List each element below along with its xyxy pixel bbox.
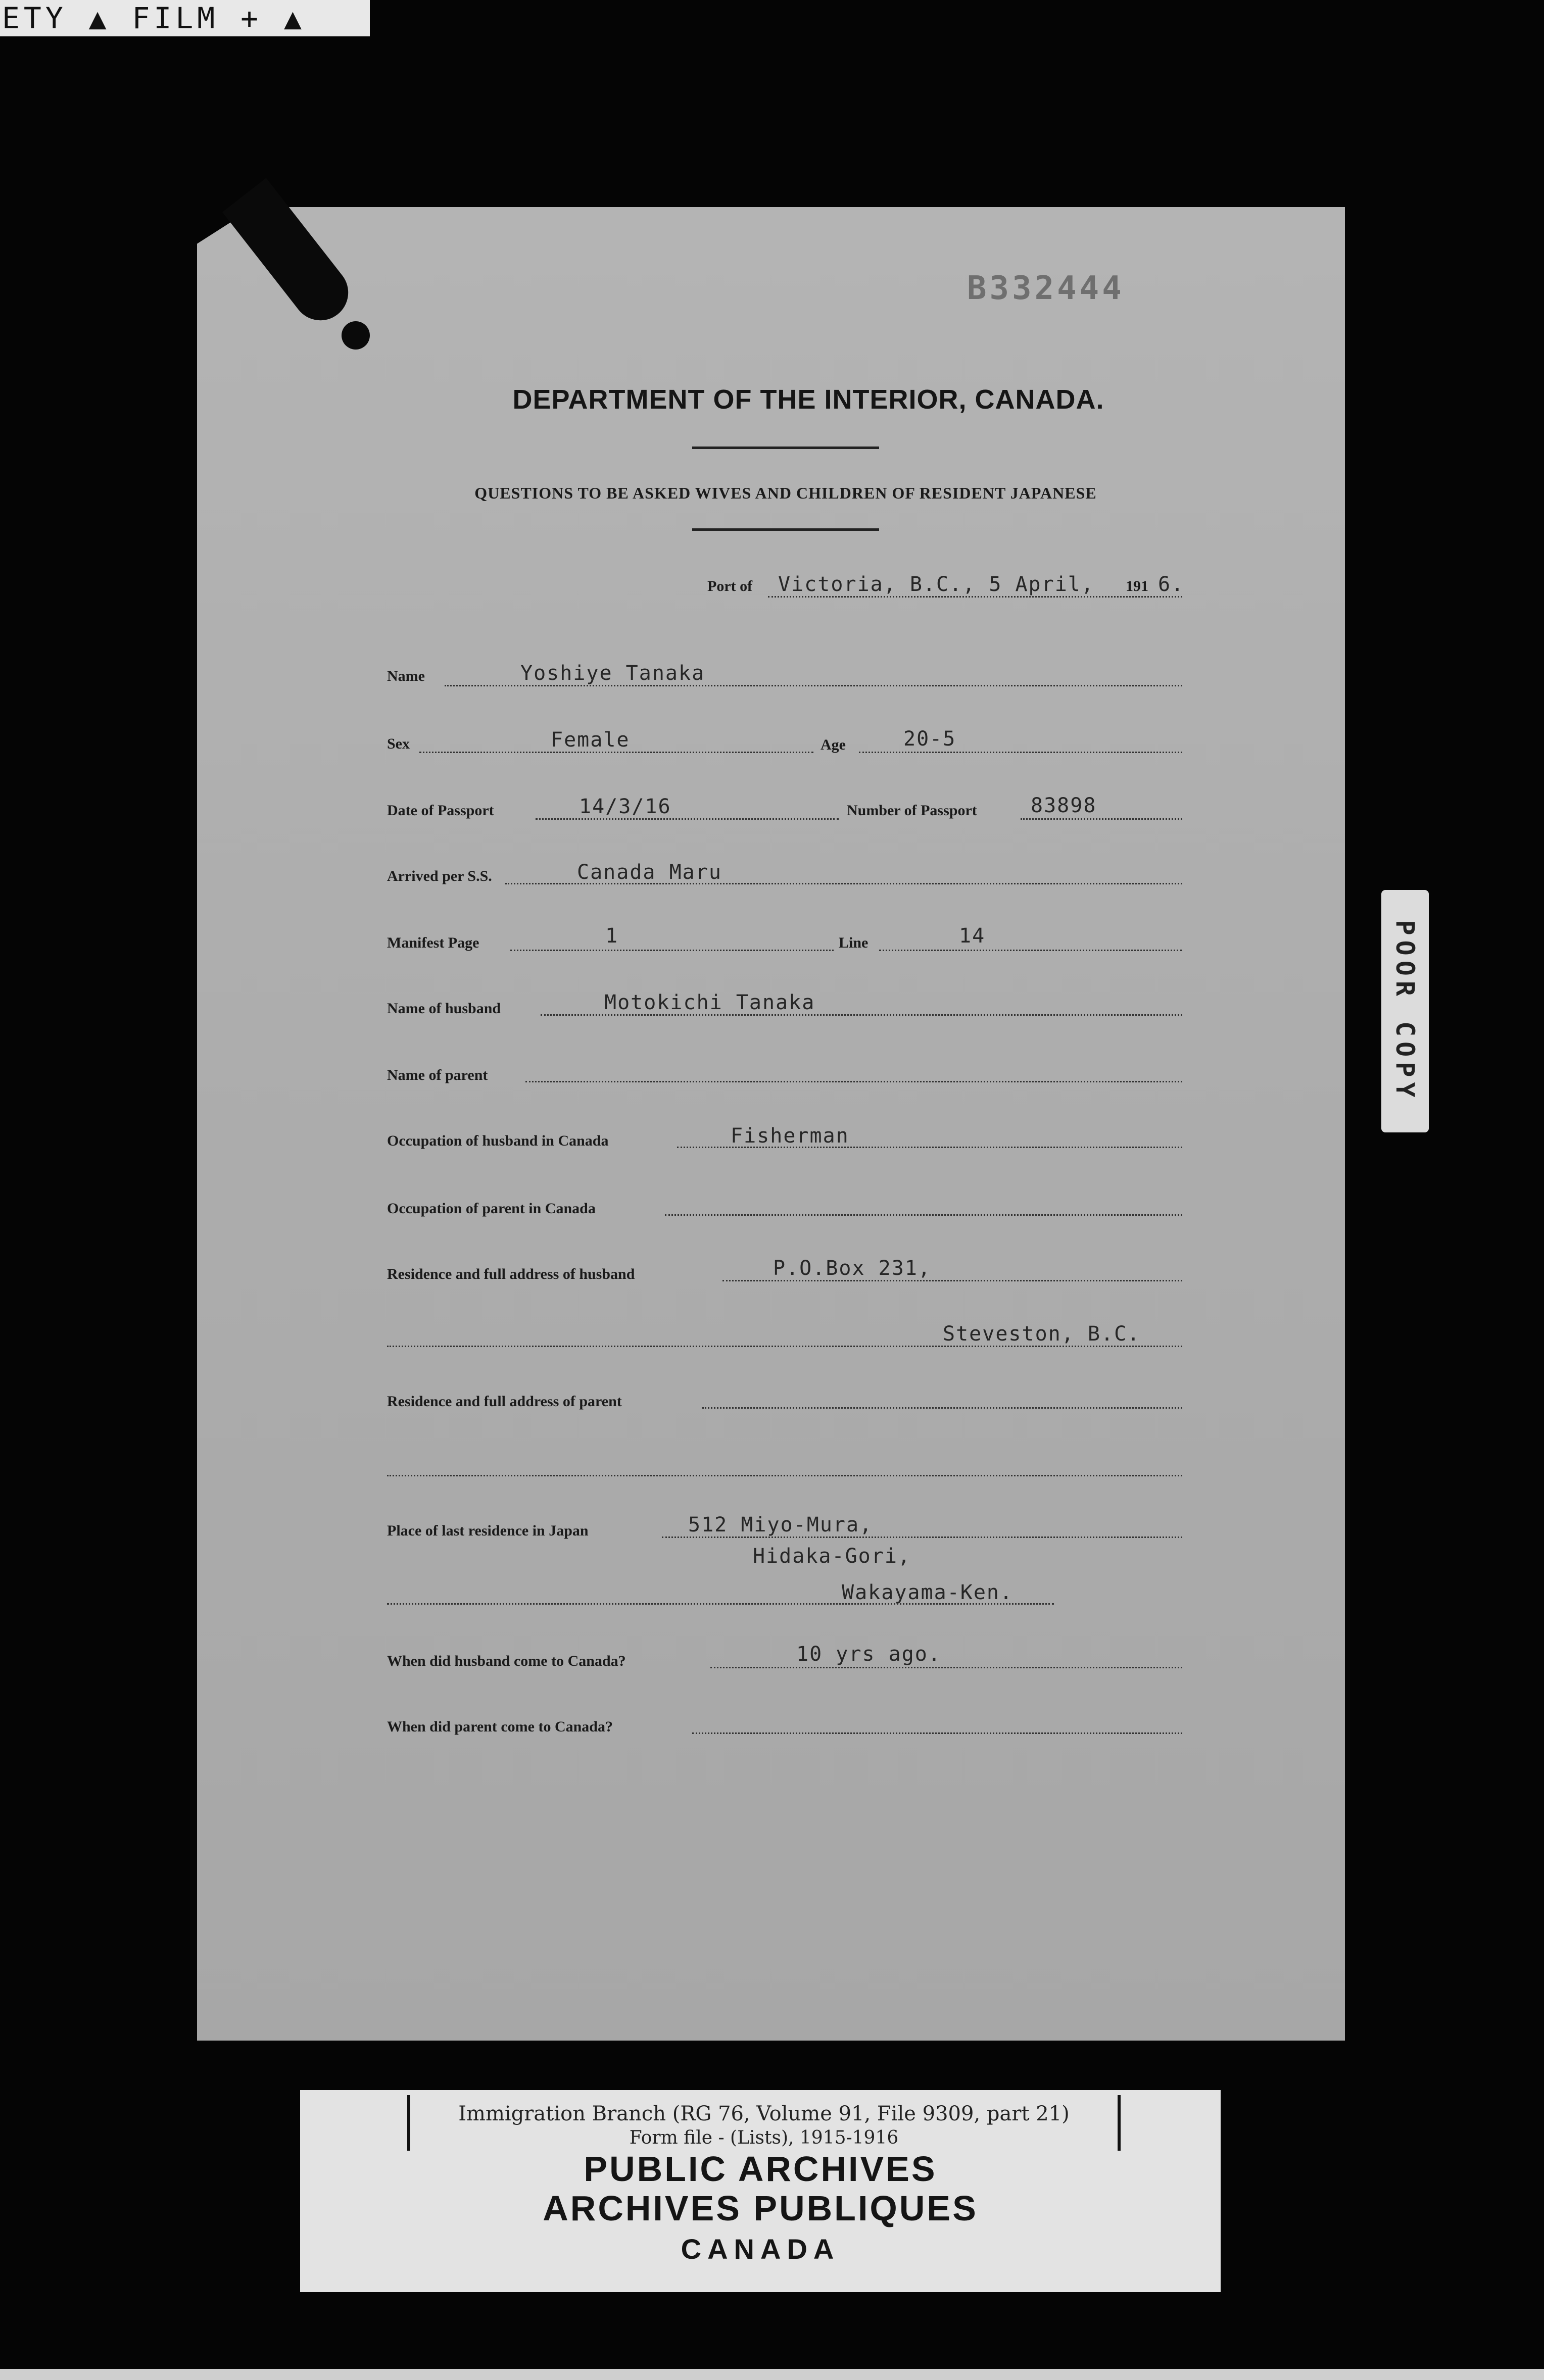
last-residence-japan-value-line1: 512 Miyo-Mura, [688,1513,873,1536]
parent-came-label: When did parent come to Canada? [387,1718,613,1735]
residence-husband-value-line1: P.O.Box 231, [773,1257,931,1280]
port-year-prefix: 191 [1126,578,1148,594]
archive-reference-line1: Immigration Branch (RG 76, Volume 91, File 9309, part 21) [458,2102,1070,2125]
poor-copy-stamp [1381,890,1429,1132]
occupation-husband-line [677,1147,1182,1148]
residence-husband-label: Residence and full address of husband [387,1266,635,1282]
husband-came-value: 10 yrs ago. [796,1643,941,1666]
name-of-husband-line [541,1014,1182,1016]
name-of-parent-line [525,1081,1182,1082]
manifest-page-line [510,950,834,951]
husband-came-label: When did husband come to Canada? [387,1653,626,1669]
date-of-passport-line [536,818,839,820]
film-bottom-edge [0,2369,1544,2380]
port-value: Victoria, B.C., 5 April, [778,573,1094,596]
manifest-page-value: 1 [605,924,619,948]
residence-husband-line1 [722,1280,1182,1281]
form-sheet [197,207,1345,2041]
residence-parent-line1 [702,1407,1182,1409]
sex-line [419,752,813,753]
line-label: Line [839,934,868,951]
name-of-husband-label: Name of husband [387,1000,501,1017]
name-label: Name [387,668,425,684]
manifest-page-label: Manifest Page [387,934,479,951]
age-line [859,752,1182,753]
occupation-husband-value: Fisherman [731,1124,849,1148]
archive-reference-box [407,2095,1121,2151]
age-label: Age [821,736,846,753]
form-title: DEPARTMENT OF THE INTERIOR, CANADA. [512,384,1104,415]
subtitle-rule [692,528,879,531]
name-value: Yoshiye Tanaka [520,662,705,685]
arrived-per-line [505,883,1182,884]
occupation-parent-label: Occupation of parent in Canada [387,1200,596,1217]
last-residence-japan-line1 [662,1536,1182,1538]
arrived-per-value: Canada Maru [577,861,722,884]
port-label: Port of [707,578,753,594]
age-value: 20-5 [903,727,956,751]
line-value: 14 [959,924,986,948]
residence-husband-line2 [387,1346,1182,1347]
arrived-per-label: Arrived per S.S. [387,868,492,884]
last-residence-japan-label: Place of last residence in Japan [387,1522,589,1539]
residence-husband-value-line2: Steveston, B.C. [943,1322,1141,1346]
name-line [445,685,1182,686]
archive-name-french: ARCHIVES PUBLIQUES [543,2189,978,2228]
sex-label: Sex [387,735,410,752]
occupation-parent-line [665,1214,1182,1216]
archive-country: CANADA [681,2233,840,2265]
husband-came-line [710,1667,1182,1668]
last-residence-japan-line3 [387,1603,1054,1605]
number-of-passport-line [1021,818,1182,820]
occupation-husband-label: Occupation of husband in Canada [387,1132,609,1149]
archive-name-english: PUBLIC ARCHIVES [584,2149,937,2189]
name-of-parent-label: Name of parent [387,1067,488,1083]
punch-hole [342,321,370,350]
parent-came-line [692,1732,1182,1734]
port-line [768,596,1182,598]
stamped-file-number: B332444 [967,270,1125,307]
date-of-passport-label: Date of Passport [387,802,494,819]
archive-reference-line2: Form file - (Lists), 1915-1916 [629,2127,899,2148]
line-line [879,950,1182,951]
residence-parent-line2 [387,1475,1182,1476]
last-residence-japan-value-line3: Wakayama-Ken. [842,1581,1014,1604]
title-rule [692,447,879,449]
poor-copy-text: POOR COPY [1390,920,1420,1103]
residence-parent-label: Residence and full address of parent [387,1393,622,1410]
archive-label-card [300,2090,1221,2292]
number-of-passport-value: 83898 [1031,794,1097,817]
number-of-passport-label: Number of Passport [847,802,977,819]
form-subtitle: QUESTIONS TO BE ASKED WIVES AND CHILDREN OF RESIDENT JAPANESE [474,484,1097,502]
last-residence-japan-value-line2: Hidaka-Gori, [753,1545,911,1568]
date-of-passport-value: 14/3/16 [579,795,671,818]
sex-value: Female [551,728,630,752]
port-year-suffix: 6. [1158,573,1185,596]
filmstrip-edge-label: ETY ▲ FILM + ▲ [0,0,370,36]
name-of-husband-value: Motokichi Tanaka [604,991,815,1014]
